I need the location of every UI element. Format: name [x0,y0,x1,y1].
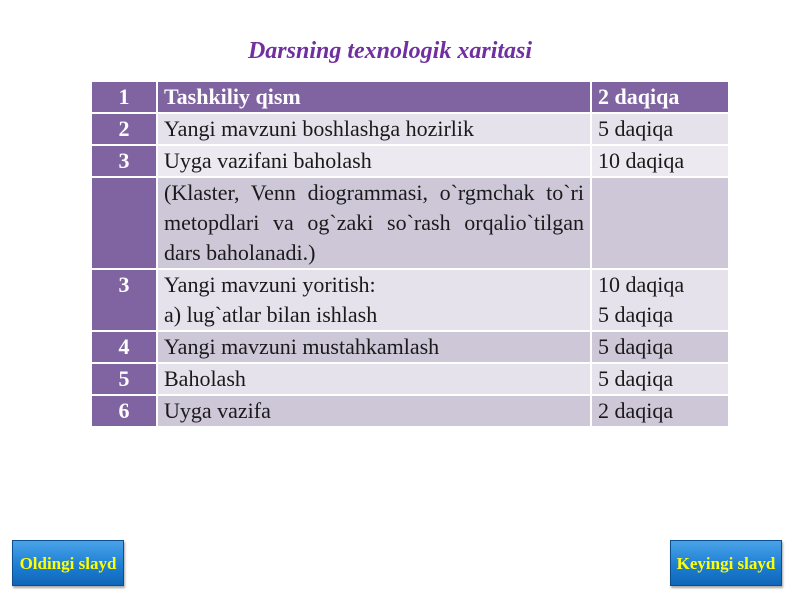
row-number: 1 [91,81,157,113]
stage-text-line: a) lug`atlar bilan ishlash [164,302,378,327]
lesson-plan-table [90,80,730,428]
stage-text [157,269,591,331]
table-row [91,145,729,177]
row-number: 6 [91,395,157,427]
stage-text: Tashkiliy qism [157,81,591,113]
table-row [91,177,729,269]
stage-duration: 5 daqiqa [591,331,729,363]
table-row [91,269,729,331]
stage-duration [591,269,729,331]
stage-duration: 10 daqiqa [591,145,729,177]
stage-duration-line: 5 daqiqa [598,302,674,327]
row-number: 4 [91,331,157,363]
previous-slide-button[interactable]: Oldingi slayd [12,540,124,586]
stage-text-line: Yangi mavzuni yoritish: [164,272,376,297]
stage-text: Yangi mavzuni boshlashga hozirlik [157,113,591,145]
stage-duration-line: 10 daqiqa [598,272,685,297]
table-row [91,363,729,395]
stage-duration: 2 daqiqa [591,395,729,427]
stage-duration: 2 daqiqa [591,81,729,113]
row-number: 3 [91,145,157,177]
row-number: 3 [91,269,157,331]
stage-text: Yangi mavzuni mustahkamlash [157,331,591,363]
stage-duration: 5 daqiqa [591,363,729,395]
row-number: 5 [91,363,157,395]
stage-text: (Klaster, Venn diogrammasi, o`rgmchak to`ri metopdlari va og`zaki so`rash orqalio`tilgan dars baholanadi.) [157,177,591,269]
row-number: 2 [91,113,157,145]
table-row [91,331,729,363]
stage-duration: 5 daqiqa [591,113,729,145]
slide-title: Darsning texnologik xaritasi [247,38,533,64]
stage-duration [591,177,729,269]
table-header-row [91,81,729,113]
table-row [91,395,729,427]
stage-text: Uyga vazifani baholash [157,145,591,177]
stage-text: Baholash [157,363,591,395]
stage-text: Uyga vazifa [157,395,591,427]
table-row [91,113,729,145]
next-slide-button[interactable]: Keyingi slayd [670,540,782,586]
row-number [91,177,157,269]
